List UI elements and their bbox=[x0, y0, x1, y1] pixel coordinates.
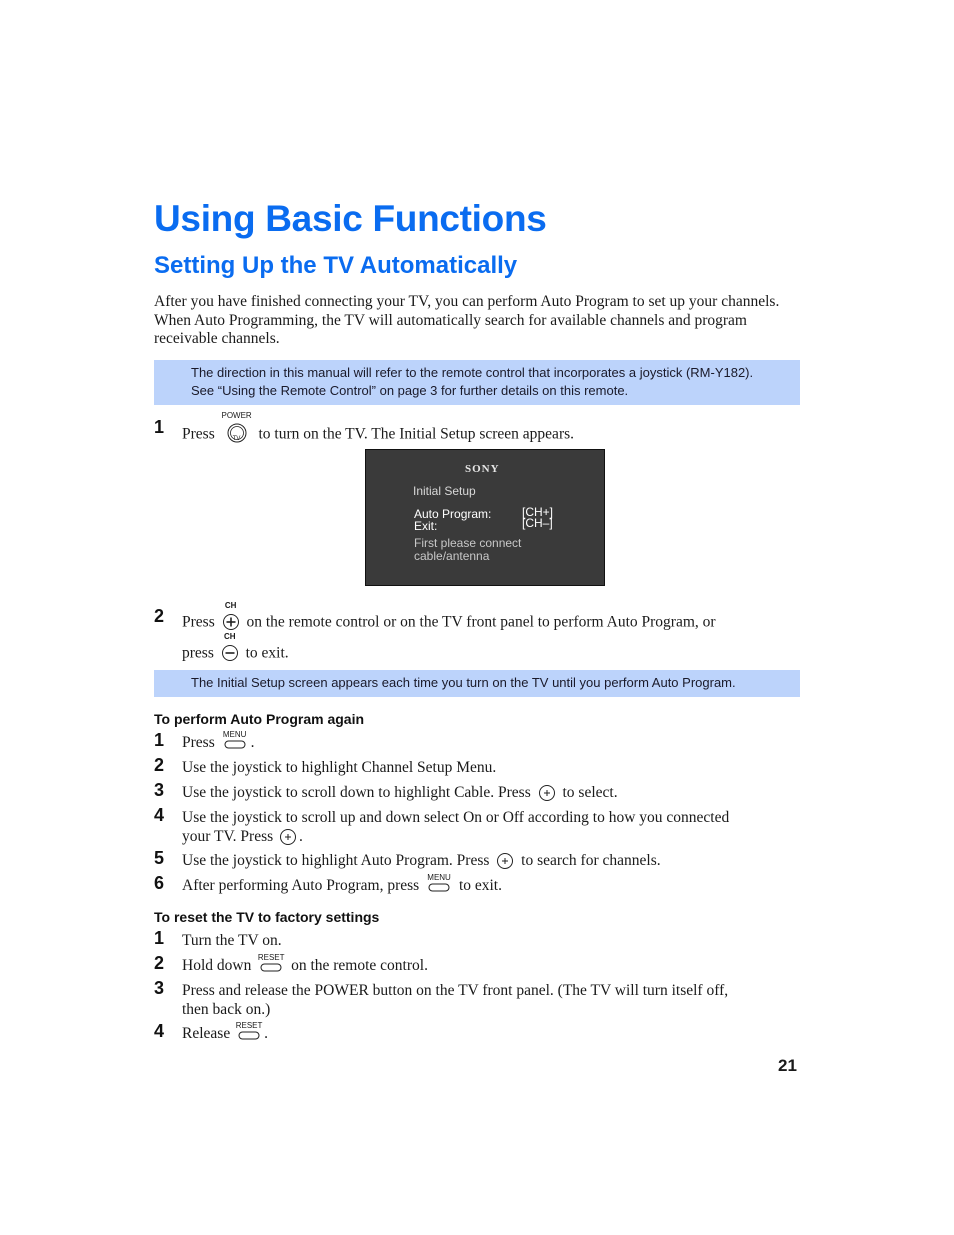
subsection-heading: To perform Auto Program again bbox=[154, 711, 365, 727]
step-text: your TV. Press . bbox=[182, 828, 303, 845]
reset-button-icon: RESET bbox=[235, 1022, 263, 1042]
joystick-press-icon bbox=[495, 852, 515, 870]
step-text: press CH to exit. bbox=[182, 632, 289, 662]
note-box-remote bbox=[154, 360, 800, 405]
sony-logo: SONY bbox=[465, 463, 500, 475]
step-number: 4 bbox=[154, 805, 165, 825]
step-text: Use the joystick to scroll up and down select On or Off according to how you connected bbox=[182, 809, 730, 826]
step-number: 1 bbox=[154, 730, 165, 750]
reset-button-icon: RESET bbox=[257, 954, 285, 974]
note-line: The direction in this manual will refer to the remote control that incorporates a joystick (RM-Y182). bbox=[191, 365, 754, 380]
step-number: 1 bbox=[154, 928, 165, 948]
note-box-initial-setup: The Initial Setup screen appears each time you turn on the TV until you perform Auto Program. bbox=[154, 670, 800, 697]
section-title: Setting Up the TV Automatically bbox=[154, 252, 518, 279]
step-number: 3 bbox=[154, 978, 165, 998]
note-line: See “Using the Remote Control” on page 3 for further details on this remote. bbox=[191, 383, 629, 398]
step-number: 6 bbox=[154, 873, 165, 893]
step-text: Release RESET . bbox=[182, 1021, 268, 1042]
step-text: Use the joystick to highlight Auto Program. Press to search for channels. bbox=[182, 852, 661, 869]
intro-paragraph: After you have finished connecting your TV, you can perform Auto Program to set up your channels. When Auto Programming, the TV will automatically search for available channels and program receivable channels. bbox=[154, 293, 780, 348]
menu-button-icon: MENU bbox=[221, 731, 249, 751]
step-text: After performing Auto Program, press MENU to exit. bbox=[182, 873, 502, 894]
initial-setup-screen bbox=[365, 449, 605, 586]
joystick-press-icon bbox=[537, 784, 557, 802]
joystick-press-icon bbox=[278, 828, 298, 846]
screen-heading: Initial Setup bbox=[413, 484, 476, 498]
step-number: 2 bbox=[154, 953, 165, 973]
step-number: 1 bbox=[154, 417, 165, 437]
screen-option-exit: Exit: bbox=[414, 519, 438, 533]
step-number: 4 bbox=[154, 1021, 165, 1041]
step-text: Press and release the POWER button on the TV front panel. (The TV will turn itself off, bbox=[182, 982, 729, 999]
step-number: 5 bbox=[154, 848, 165, 868]
ch-plus-icon: CH bbox=[222, 604, 240, 632]
power-button-icon: POWER TV bbox=[221, 411, 252, 442]
step-number: 3 bbox=[154, 780, 165, 800]
screen-key-ch-plus: [CH+] bbox=[522, 505, 554, 519]
step-number: 2 bbox=[154, 755, 165, 775]
screen-key-ch-minus: [CH–] bbox=[522, 516, 553, 530]
subsection-heading: To reset the TV to factory settings bbox=[154, 909, 380, 925]
step-text: Press MENU . bbox=[182, 730, 255, 751]
step-text: Hold down RESET on the remote control. bbox=[182, 953, 428, 974]
ch-minus-icon: CH bbox=[221, 635, 239, 663]
page-number: 21 bbox=[778, 1056, 797, 1075]
step-text: Turn the TV on. bbox=[182, 932, 282, 949]
step-text: Press CH on the remote control or on the TV front panel to perform Auto Program, or bbox=[182, 601, 716, 631]
menu-button-icon: MENU bbox=[425, 874, 453, 894]
screen-message: First please connect bbox=[414, 536, 522, 550]
step-number: 2 bbox=[154, 606, 165, 626]
screen-option-auto-program: Auto Program: bbox=[414, 507, 492, 521]
screen-message: cable/antenna bbox=[414, 549, 490, 563]
step-text: then back on.) bbox=[182, 1001, 271, 1018]
step-text: Use the joystick to scroll down to highlight Cable. Press to select. bbox=[182, 784, 618, 801]
step-text: Press POWER TV to turn on the TV. The Initial Setup screen appears. bbox=[182, 411, 575, 443]
step-text: Use the joystick to highlight Channel Setup Menu. bbox=[182, 759, 497, 776]
page-title: Using Basic Functions bbox=[154, 198, 547, 239]
